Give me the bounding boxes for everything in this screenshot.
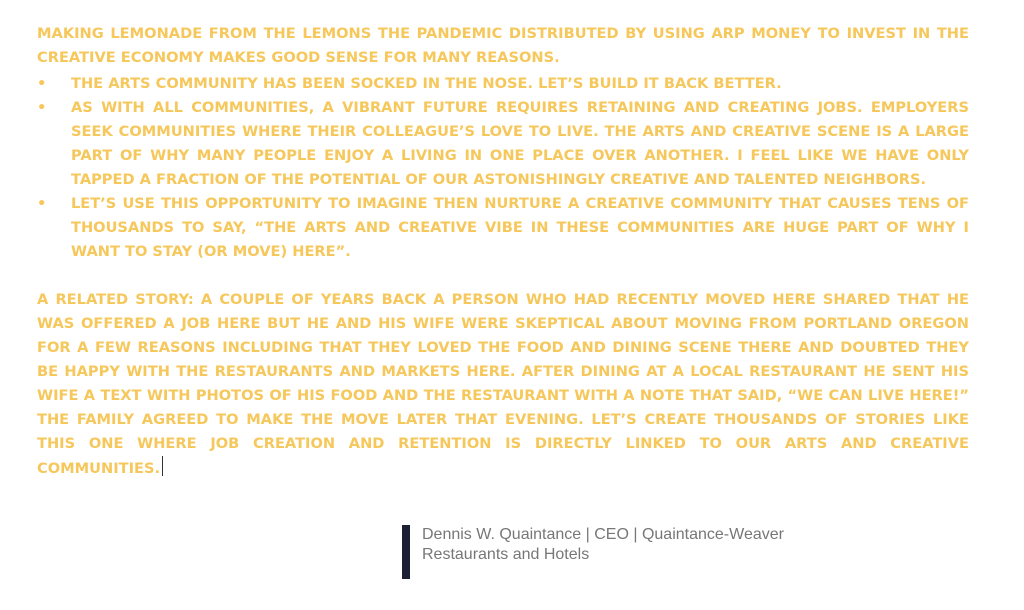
bullet-icon: • <box>37 99 47 116</box>
bullet-text: LET’S USE THIS OPPORTUNITY TO IMAGINE THEN NURTURE A CREATIVE COMMUNITY THAT CAUSES TENS OF THOUSANDS TO SAY, “THE ARTS AND CREATIVE VIBE IN THESE COMMUNITIES ARE HUGE PART OF WHY I WANT TO STAY (OR MOVE) HERE”. <box>71 195 969 260</box>
attribution-line-2: Restaurants and Hotels <box>422 546 590 563</box>
bullet-item-3 <box>37 192 969 264</box>
bullet-item-2 <box>37 96 969 192</box>
attribution-line-1: Dennis W. Quaintance | CEO | Quaintance-Weaver <box>422 526 784 543</box>
bullet-text: THE ARTS COMMUNITY HAS BEEN SOCKED IN THE NOSE. LET’S BUILD IT BACK BETTER. <box>71 75 782 92</box>
intro-paragraph: MAKING LEMONADE FROM THE LEMONS THE PANDEMIC DISTRIBUTED BY USING ARP MONEY TO INVEST IN THE CREATIVE ECONOMY MAKES GOOD SENSE FOR MANY REASONS. <box>37 25 969 66</box>
bullet-icon: • <box>37 75 47 92</box>
bullet-text: AS WITH ALL COMMUNITIES, A VIBRANT FUTURE REQUIRES RETAINING AND CREATING JOBS. EMPLOYERS SEEK COMMUNITIES WHERE THEIR COLLEAGUE’S LOVE TO LIVE. THE ARTS AND CREATIVE SCENE IS A LARGE PART OF WHY MANY PEOPLE ENJOY A LIVING IN ONE PLACE OVER ANOTHER. I FEEL LIKE WE HAVE ONLY TAPPED A FRACTION OF THE POTENTIAL OF OUR ASTONISHINGLY CREATIVE AND TALENTED NEIGHBORS. <box>71 99 969 188</box>
story-text: A RELATED STORY: A COUPLE OF YEARS BACK A PERSON WHO HAD RECENTLY MOVED HERE SHARED THAT HE WAS OFFERED A JOB HERE BUT HE AND HIS WIFE WERE SKEPTICAL ABOUT MOVING FROM PORTLAND OREGON FOR A FEW REASONS INCLUDING THAT THEY LOVED THE FOOD AND DINING SCENE THERE AND DOUBTED THEY BE HAPPY WITH THE RESTAURANTS AND MARKETS HERE. AFTER DINING AT A LOCAL RESTAURANT HE SENT HIS WIFE A TEXT WITH PHOTOS OF HIS FOOD AND THE RESTAURANT WITH A NOTE THAT SAID, “WE CAN LIVE HERE!” THE FAMILY AGREED TO MAKE THE MOVE LATER THAT EVENING. LET’S CREATE THOUSANDS OF STORIES LIKE THIS ONE WHERE JOB CREATION AND RETENTION IS DIRECTLY LINKED TO OUR ARTS AND CREATIVE COMMUNITIES. <box>37 291 969 477</box>
bullet-item-1 <box>37 72 969 96</box>
bullet-icon: • <box>37 195 47 212</box>
attribution-bar <box>402 525 410 579</box>
bullet-list <box>37 72 969 264</box>
story-paragraph <box>37 288 969 481</box>
attribution-text <box>422 525 902 565</box>
document-body <box>37 22 969 481</box>
attribution-block <box>402 525 902 579</box>
text-cursor <box>162 456 163 476</box>
